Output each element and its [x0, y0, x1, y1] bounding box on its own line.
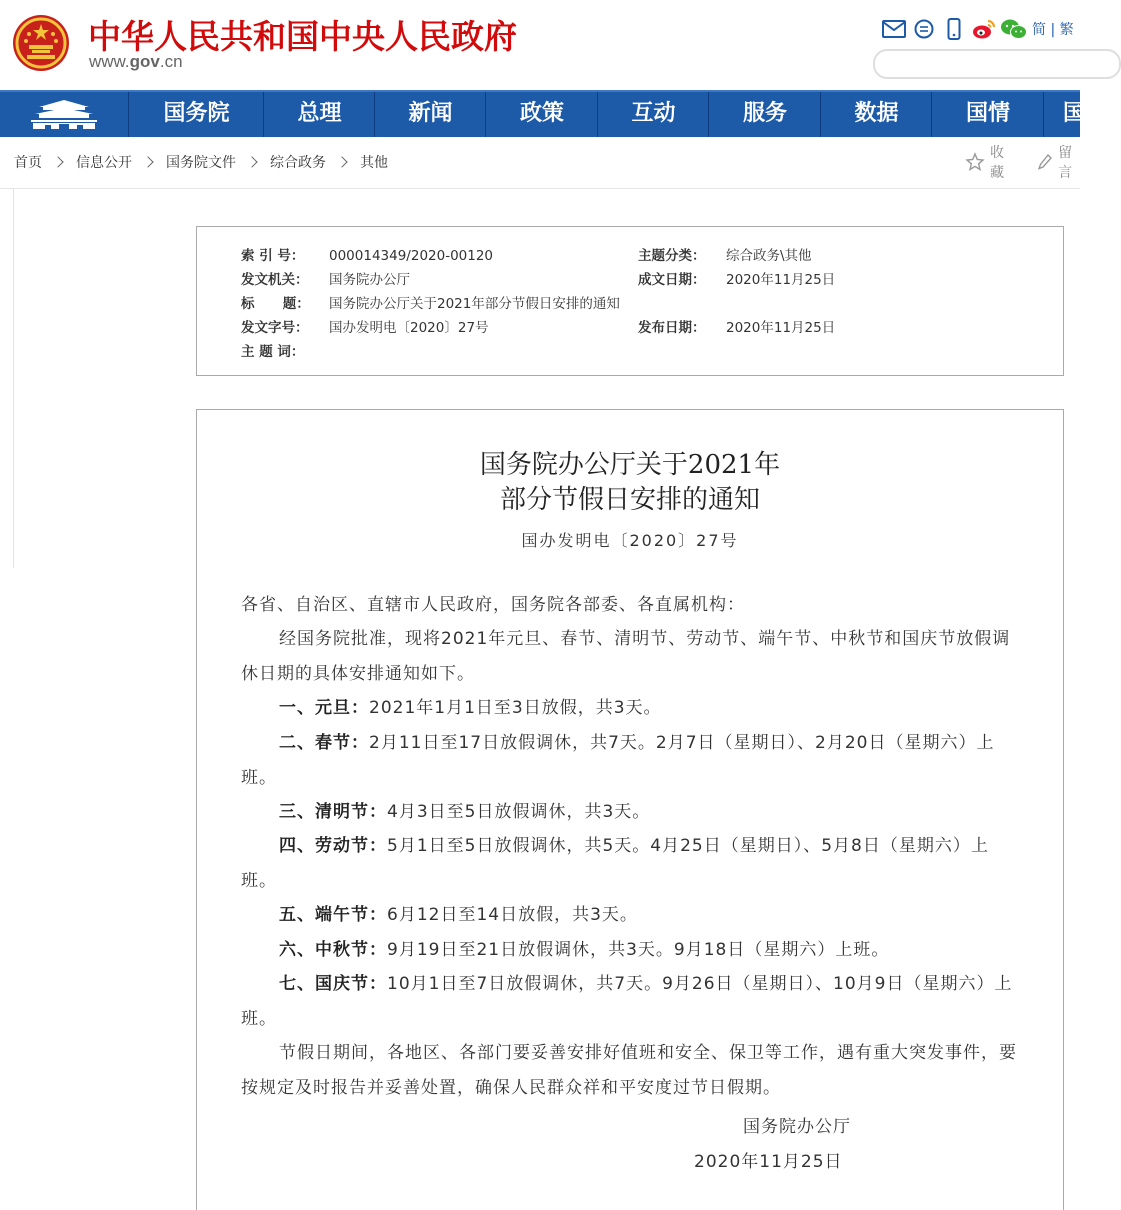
chevron-right-icon — [144, 158, 152, 166]
info-published-value: 2020年11月25日 — [726, 320, 836, 336]
site-header — [0, 0, 1080, 90]
info-keywords-label: 主 题 词： — [241, 344, 305, 360]
article-salutation: 各省、自治区、直辖市人民政府，国务院各部委、各直属机构： — [241, 595, 745, 615]
chevron-right-icon — [54, 158, 62, 166]
holiday-item — [241, 691, 1021, 726]
info-written-label: 成文日期： — [638, 272, 706, 288]
holiday-item — [241, 726, 1021, 795]
article-signature: 国务院办公厅 — [743, 1117, 851, 1137]
info-published-date — [638, 316, 835, 336]
holiday-item — [241, 967, 1021, 1036]
info-title-value: 国务院办公厅关于2021年部分节假日安排的通知 — [329, 296, 620, 312]
article-doc-number: 国办发明电〔2020〕27号 — [521, 531, 739, 550]
info-title-label: 标 题： — [241, 296, 310, 312]
header-tools — [882, 17, 1074, 41]
holiday-head: 一、元旦： — [279, 698, 369, 718]
nav-item-interact[interactable]: 互动 — [597, 92, 709, 137]
chevron-right-icon — [248, 158, 256, 166]
divider — [0, 188, 1080, 189]
holiday-text: 4月3日至5日放假调休，共3天。 — [387, 802, 651, 822]
nav-item-state-council[interactable]: 国务院 — [128, 92, 264, 137]
weibo-icon[interactable] — [972, 18, 996, 40]
breadcrumb-home[interactable]: 首页 — [14, 155, 42, 171]
breadcrumb-state-council-docs[interactable]: 国务院文件 — [166, 155, 236, 171]
breadcrumb-other[interactable]: 其他 — [360, 155, 388, 171]
mobile-icon[interactable] — [942, 18, 966, 40]
info-issuer-label: 发文机关： — [241, 272, 309, 288]
holiday-head: 五、端午节： — [279, 905, 387, 925]
article-body — [196, 409, 1064, 1210]
holiday-item — [241, 795, 1021, 830]
site-url-prefix: www. — [89, 52, 130, 71]
site-url[interactable] — [89, 52, 183, 72]
document-info-box — [196, 226, 1064, 376]
nav-home[interactable] — [0, 92, 128, 137]
message-icon[interactable] — [912, 18, 936, 40]
holiday-text: 2021年1月1日至3日放假，共3天。 — [369, 698, 662, 718]
favorite-button[interactable]: 收藏 — [990, 145, 1004, 181]
left-border — [13, 188, 14, 568]
info-issuer-value: 国务院办公厅 — [329, 272, 410, 288]
search-input[interactable] — [873, 49, 1121, 79]
holiday-head: 三、清明节： — [279, 802, 387, 822]
info-category-value: 综合政务\其他 — [726, 248, 812, 264]
chevron-right-icon — [338, 158, 346, 166]
nav-item-data[interactable]: 数据 — [820, 92, 932, 137]
holiday-text: 2月11日至17日放假调休，共7天。2月7日（星期日）、2月20日（星期六）上班。 — [241, 733, 995, 788]
site-url-suffix: .cn — [159, 52, 183, 71]
holiday-item — [241, 933, 1021, 968]
info-written-date — [638, 268, 835, 288]
article-closing: 节假日期间，各地区、各部门要妥善安排好值班和安全、保卫等工作，遇有重大突发事件，要按规定及时报告并妥善处置，确保人民群众祥和平安度过节日假期。 — [241, 1043, 1017, 1098]
nav-item-news[interactable]: 新闻 — [374, 92, 486, 137]
nav-item-more[interactable]: 国 — [1043, 92, 1104, 137]
nav-item-national[interactable]: 国情 — [931, 92, 1044, 137]
holiday-text: 6月12日至14日放假，共3天。 — [387, 905, 638, 925]
site-name[interactable]: 中华人民共和国中央人民政府 — [88, 17, 517, 56]
holiday-head: 六、中秋节： — [279, 940, 387, 960]
info-category — [638, 244, 812, 264]
page-tools — [966, 145, 1080, 181]
tiananmen-icon — [27, 98, 101, 132]
site-url-domain: gov — [129, 52, 160, 71]
nav-item-service[interactable]: 服务 — [708, 92, 821, 137]
holiday-item — [241, 898, 1021, 933]
info-published-label: 发布日期： — [638, 320, 706, 336]
info-issuer — [241, 268, 410, 288]
message-button[interactable]: 留言 — [1058, 145, 1073, 181]
info-written-value: 2020年11月25日 — [726, 272, 836, 288]
breadcrumb-info-public[interactable]: 信息公开 — [76, 155, 132, 171]
info-keywords — [241, 340, 329, 360]
article-date: 2020年11月25日 — [694, 1152, 843, 1172]
info-docno-value: 国办发明电〔2020〕27号 — [329, 320, 489, 336]
info-index-label: 索 引 号： — [241, 248, 305, 264]
info-index — [241, 244, 493, 264]
holiday-head: 七、国庆节： — [279, 974, 387, 994]
holiday-head: 四、劳动节： — [279, 836, 387, 856]
breadcrumb — [14, 148, 388, 176]
nav-item-policy[interactable]: 政策 — [485, 92, 598, 137]
main-nav — [0, 90, 1085, 137]
holiday-text: 9月19日至21日放假调休，共3天。9月18日（星期六）上班。 — [387, 940, 890, 960]
language-switch[interactable]: 简 | 繁 — [1032, 22, 1074, 38]
breadcrumb-general-affairs[interactable]: 综合政务 — [270, 155, 326, 171]
national-emblem-icon[interactable] — [12, 14, 70, 72]
article-intro: 经国务院批准，现将2021年元旦、春节、清明节、劳动节、端午节、中秋节和国庆节放假调休日期的具体安排通知如下。 — [241, 629, 1011, 684]
star-icon[interactable] — [966, 153, 984, 171]
holiday-item — [241, 829, 1021, 898]
info-docno-label: 发文字号： — [241, 320, 309, 336]
info-docno — [241, 316, 489, 336]
article-title-line2: 部分节假日安排的通知 — [499, 485, 760, 515]
mail-icon[interactable] — [882, 18, 906, 40]
nav-item-premier[interactable]: 总理 — [263, 92, 375, 137]
holiday-text: 10月1日至7日放假调休，共7天。9月26日（星期日）、10月9日（星期六）上班。 — [241, 974, 1013, 1029]
article-title-line1: 国务院办公厅关于2021年 — [479, 450, 781, 480]
info-title — [241, 292, 620, 312]
info-category-label: 主题分类： — [638, 248, 706, 264]
wechat-icon[interactable] — [1002, 18, 1026, 40]
pencil-icon[interactable] — [1038, 154, 1052, 170]
info-index-value: 000014349/2020-00120 — [329, 248, 494, 264]
holiday-head: 二、春节： — [279, 733, 369, 753]
holiday-text: 5月1日至5日放假调休，共5天。4月25日（星期日）、5月8日（星期六）上班。 — [241, 836, 989, 891]
